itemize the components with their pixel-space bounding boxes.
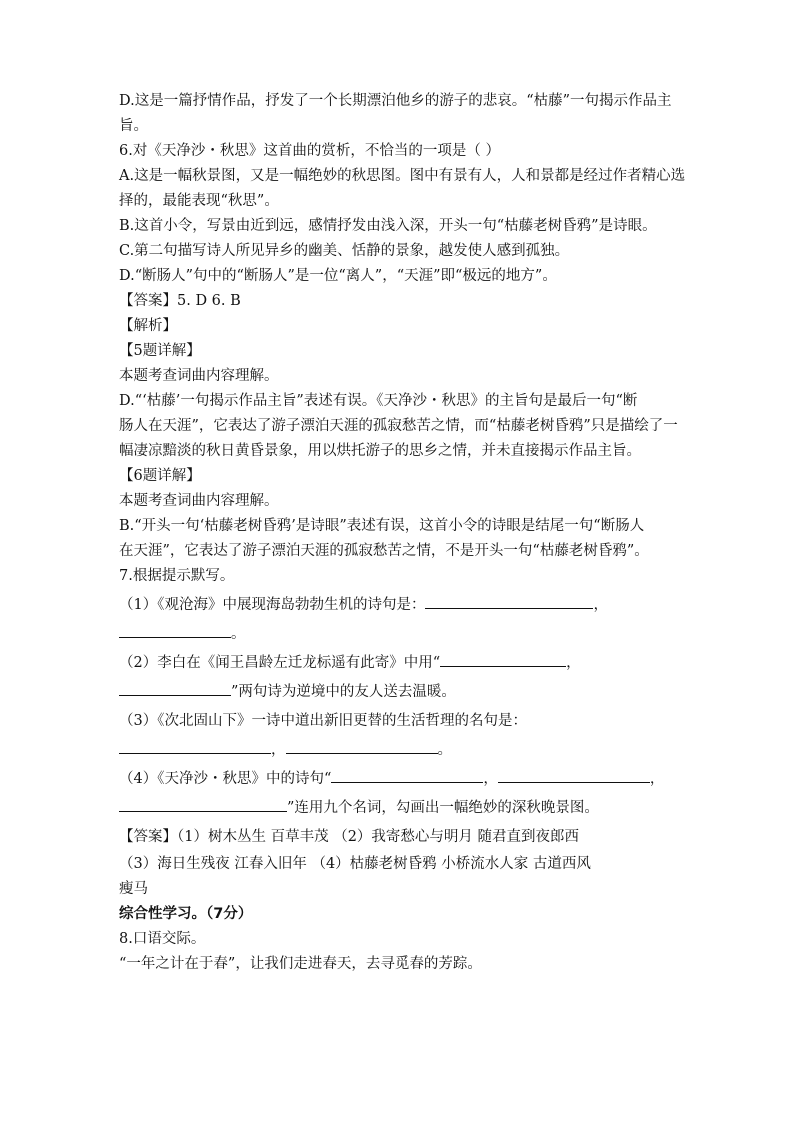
question-6-detail-line1: B.“开头一句‘枯藤老树昏鸦’是诗眼”表述有误，这首小令的诗眼是结尾一句“断肠人 bbox=[119, 518, 645, 534]
question-6-detail-heading: 【6题详解】 bbox=[119, 468, 201, 484]
question-6-option-a-line2: 择的，最能表现“秋思”。 bbox=[119, 193, 279, 209]
question-7-2-line2 bbox=[119, 680, 681, 705]
question-7-2-suffix: ”两句诗为逆境中的友人送去温暖。 bbox=[231, 684, 456, 700]
question-5-detail-line2: 肠人在天涯”，它表达了游子漂泊天涯的孤寂愁苦之情，而“枯藤老树昏鸦”只是描绘了一 bbox=[119, 418, 678, 434]
question-8-stem: 8.口语交际。 bbox=[119, 931, 206, 947]
question-6-detail-intro: 本题考查词曲内容理解。 bbox=[119, 493, 279, 509]
question-5-detail-line1: D.“‘枯藤’一句揭示作品主旨”表述有误。《天净沙・秋思》的主旨句是最后一句“断 bbox=[119, 393, 638, 409]
question-7-stem: 7.根据提示默写。 bbox=[119, 568, 235, 584]
question-5-detail-line3: 幅凄凉黯淡的秋日黄昏景象，用以烘托游子的思乡之情，并未直接揭示作品主旨。 bbox=[119, 443, 641, 459]
punctuation: 。 bbox=[437, 742, 452, 758]
question-7-1-line2 bbox=[119, 622, 681, 647]
question-7-1-line1 bbox=[119, 593, 681, 618]
question-7-4-line2 bbox=[119, 796, 681, 821]
option-d-line: D.这是一篇抒情作品，抒发了一个长期漂泊他乡的游子的悲哀。“枯藤”一句揭示作品主 bbox=[119, 93, 672, 109]
punctuation: ， bbox=[271, 742, 286, 758]
punctuation: 。 bbox=[231, 626, 246, 642]
analysis-heading: 【解析】 bbox=[119, 318, 177, 334]
question-6-option-a-line1: A.这是一幅秋景图，又是一幅绝妙的秋思图。图中有景有人，人和景都是经过作者精心选 bbox=[119, 168, 686, 184]
question-7-2-line1 bbox=[119, 651, 681, 676]
question-7-3-line1: （3）《次北固山下》一诗中道出新旧更替的生活哲理的名句是： bbox=[119, 713, 527, 729]
punctuation: ， bbox=[593, 597, 608, 613]
answer-5-6: 【答案】5. D 6. B bbox=[119, 293, 241, 309]
question-7-1-prompt: （1）《观沧海》中展现海岛勃勃生机的诗句是： bbox=[119, 597, 426, 613]
answer-7-line1: 【答案】（1）树木丛生 百草丰茂 （2）我寄愁心与明月 随君直到夜郎西 bbox=[119, 829, 580, 845]
question-7-4-line1 bbox=[119, 767, 681, 792]
question-6-option-c: C.第二句描写诗人所见异乡的幽美、恬静的景象，越发使人感到孤独。 bbox=[119, 243, 570, 259]
fill-blank[interactable] bbox=[286, 738, 438, 754]
question-7-4-prompt: （4）《天净沙・秋思》中的诗句“ bbox=[119, 771, 332, 787]
question-7-4-suffix: ”连用九个名词，勾画出一幅绝妙的深秋晚景图。 bbox=[287, 800, 599, 816]
option-d-continuation: 旨。 bbox=[119, 118, 148, 134]
section-title: 综合性学习。（7分） bbox=[119, 906, 253, 922]
question-5-detail-intro: 本题考查词曲内容理解。 bbox=[119, 368, 279, 384]
fill-blank[interactable] bbox=[119, 622, 231, 638]
punctuation: ， bbox=[649, 771, 665, 787]
fill-blank[interactable] bbox=[331, 767, 483, 783]
answer-7-line2: （3）海日生残夜 江春入旧年 （4）枯藤老树昏鸦 小桥流水人家 古道西风 bbox=[119, 856, 591, 872]
punctuation: ， bbox=[483, 771, 498, 787]
question-6-option-d: D.“断肠人”句中的“断肠人”是一位“离人”，“天涯”即“极远的地方”。 bbox=[119, 268, 557, 284]
fill-blank[interactable] bbox=[119, 738, 271, 754]
fill-blank[interactable] bbox=[440, 651, 566, 667]
question-6-option-b: B.这首小令，写景由近到远，感情抒发由浅入深，开头一句“枯藤老树昏鸦”是诗眼。 bbox=[119, 218, 657, 234]
document-body bbox=[119, 89, 686, 977]
question-5-detail-heading: 【5题详解】 bbox=[119, 343, 201, 359]
fill-blank[interactable] bbox=[498, 767, 650, 783]
fill-blank[interactable] bbox=[425, 593, 593, 609]
question-6-stem: 6.对《天净沙・秋思》这首曲的赏析，不恰当的一项是（ ） bbox=[119, 143, 500, 159]
question-8-text: “一年之计在于春”，让我们走进春天，去寻觅春的芳踪。 bbox=[119, 956, 482, 972]
punctuation: ， bbox=[566, 655, 581, 671]
answer-7-line3: 瘦马 bbox=[119, 881, 148, 897]
question-6-detail-line2: 在天涯”，它表达了游子漂泊天涯的孤寂愁苦之情，不是开头一句“枯藤老树昏鸦”。 bbox=[119, 543, 649, 559]
fill-blank[interactable] bbox=[119, 680, 231, 696]
question-7-2-prompt: （2）李白在《闻王昌龄左迁龙标遥有此寄》中用“ bbox=[119, 655, 441, 671]
question-7-3-line2 bbox=[119, 738, 681, 763]
fill-blank[interactable] bbox=[119, 796, 287, 812]
